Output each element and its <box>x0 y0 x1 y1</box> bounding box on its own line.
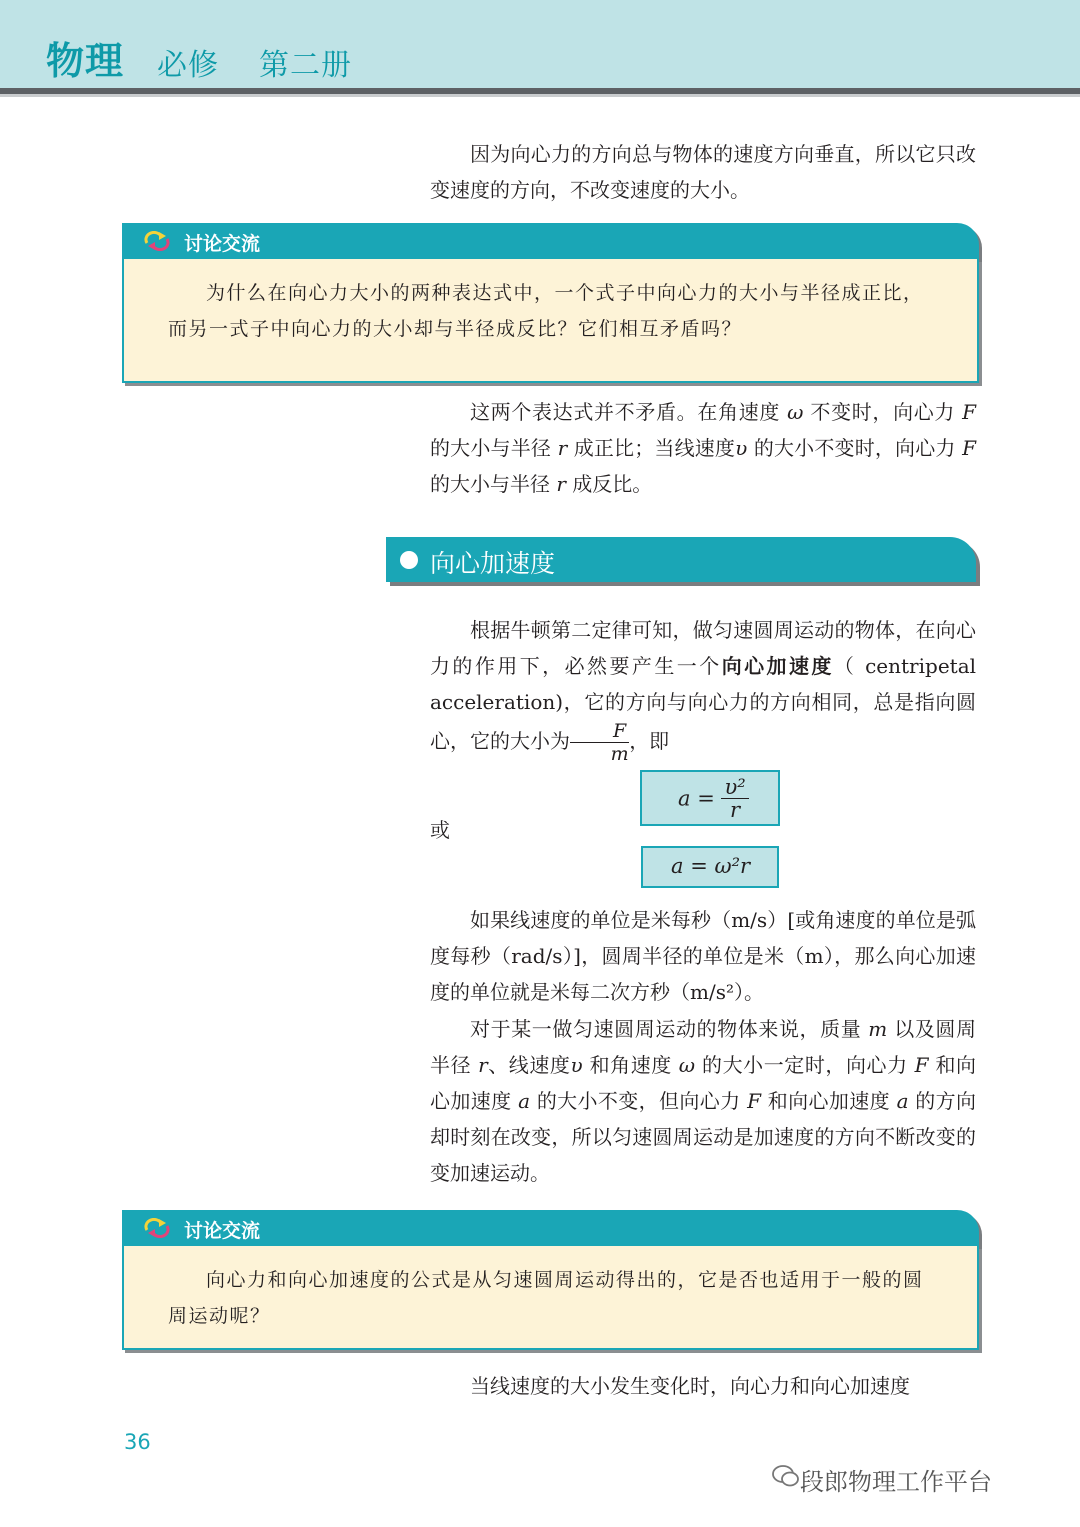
page-number: 36 <box>124 1430 151 1454</box>
paragraph-2 <box>430 394 976 502</box>
formula-box-2 <box>641 846 779 888</box>
paragraph-6-text: 当线速度的大小发生变化时，向心力和向心加速度 <box>470 1374 910 1398</box>
paragraph-5 <box>430 1011 976 1191</box>
wechat-icon <box>772 1464 800 1488</box>
section-title: 向心加速度 <box>430 549 556 578</box>
term-centripetal-acceleration: 向心加速度 <box>721 654 834 678</box>
paragraph-1 <box>430 136 976 208</box>
formula-2-text: a = ω²r <box>671 854 751 878</box>
discussion-title: 讨论交流 <box>184 1220 261 1242</box>
book-volume: 必修 <box>157 48 219 83</box>
paragraph-1-text: 因为向心力的方向总与物体的速度方向垂直，所以它只改变速度的方向，不改变速度的大小。 <box>430 142 976 202</box>
discussion-header <box>122 223 979 259</box>
paragraph-3-text: 根据牛顿第二定律可知，做匀速圆周运动的物体，在向心力的作用下，必然要产生一个向心加速度（ centripetal acceleration)，它的方向与向心力的方向相同，总是指向圆心，它的大小为 $\frac{F}{m}$ ，即 <box>430 618 977 765</box>
watermark-text: 段郎物理工作平台 <box>800 1468 992 1496</box>
paragraph-6 <box>430 1368 976 1404</box>
section-heading <box>386 537 976 582</box>
paragraph-2-text: 这两个表达式并不矛盾。在角速度 ω 不变时，向心力 F 的大小与半径 r 成正比；当线速度υ 的大小不变时，向心力 F 的大小与半径 r 成反比。 <box>430 400 977 496</box>
paragraph-4 <box>430 902 976 1010</box>
discussion-title: 讨论交流 <box>184 233 261 255</box>
discussion-arrows-icon <box>144 231 170 251</box>
discussion-body <box>122 259 979 383</box>
discussion-text: 为什么在向心力大小的两种表达式中，一个式子中向心力的大小与半径成正比，而另一式子中向心力的大小却与半径成反比？它们相互矛盾吗？ <box>168 282 924 340</box>
discussion-box-2 <box>122 1210 979 1350</box>
paragraph-4-text: 如果线速度的单位是米每秒（m/s）[或角速度的单位是弧度每秒（rad/s）]，圆周半径的单位是米（m），那么向心加速度的单位就是米每二次方秒（m/s²）。 <box>430 908 976 1004</box>
or-label: 或 <box>430 818 450 842</box>
discussion-text: 向心力和向心加速度的公式是从匀速圆周运动得出的，它是否也适用于一般的圆周运动呢？ <box>168 1269 924 1327</box>
paragraph-5-text: 对于某一做匀速圆周运动的物体来说，质量 m 以及圆周半径 r、线速度υ 和角速度 ω 的大小一定时，向心力 F 和向心加速度 a 的大小不变，但向心力 F 和向心加速度 a 的方向却时刻在改变，所以匀速圆周运动是加速度的方向不断改变的变加速运动。 <box>430 1017 977 1185</box>
header-rule-shadow <box>0 94 1080 97</box>
page-header <box>0 0 1080 90</box>
formula-box-1 <box>640 770 780 826</box>
discussion-box-1 <box>122 223 979 383</box>
book-title: 物理 <box>46 39 125 83</box>
discussion-header <box>122 1210 979 1246</box>
formula-1-lhs: a = <box>678 786 715 811</box>
book-part: 第二册 <box>259 48 352 83</box>
paragraph-3 <box>430 612 976 765</box>
bullet-dot-icon <box>400 551 418 569</box>
discussion-arrows-icon <box>144 1218 170 1238</box>
formula-1-fraction: $\frac{\text{υ²}}{r}$ <box>721 776 748 821</box>
discussion-body <box>122 1246 979 1350</box>
